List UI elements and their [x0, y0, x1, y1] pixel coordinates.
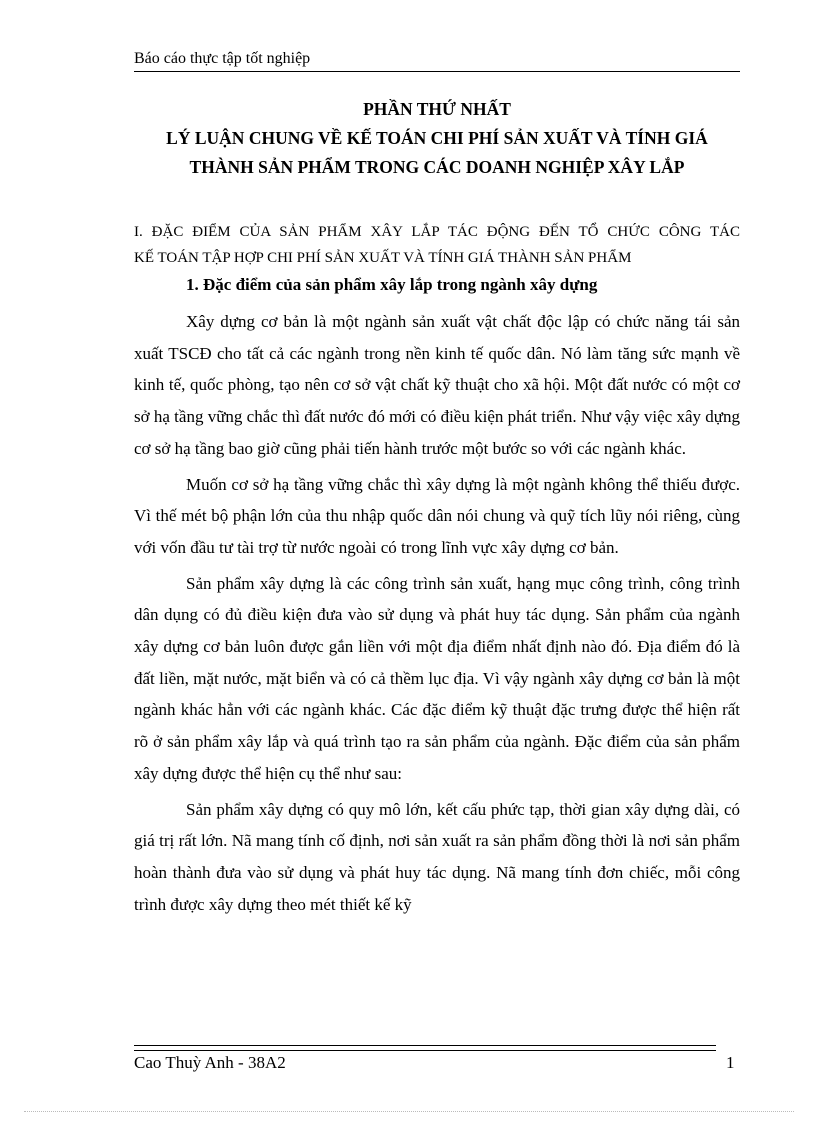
- section-heading: [134, 219, 740, 271]
- part-titles: [134, 95, 740, 182]
- part-heading: PHẦN THỨ NHẤT: [363, 99, 511, 119]
- subheading: 1. Đặc điểm của sản phẩm xây lắp trong ngành xây dựng: [186, 275, 598, 294]
- paragraph: Sản phẩm xây dựng có quy mô lớn, kết cấu phức tạp, thời gian xây dựng dài, có giá trị rất lớn. Nã mang tính cố định, nơi sản xuất ra sản phẩm đồng thời là nơi sản phẩm hoàn thành đưa vào sử dụng và phát huy tác dụng. Nã mang tính đơn chiếc, mỗi công trình được xây dựng theo mét thiết kế kỹ: [134, 799, 740, 914]
- chapter-title-line-1: LÝ LUẬN CHUNG VỀ KẾ TOÁN CHI PHÍ SẢN XUẤT VÀ TÍNH GIÁ: [166, 128, 708, 148]
- page-number: 1: [726, 1053, 735, 1072]
- paragraph: Muốn cơ sở hạ tầng vững chắc thì xây dựng là một ngành không thể thiếu được. Vì thế mét bộ phận lớn của thu nhập quốc dân nói chung và quỹ tích lũy nói riêng, cùng với vốn đầu tư tài trợ từ nước ngoài có trong lĩnh vực xây dựng cơ bản.: [134, 474, 740, 557]
- footer-author: Cao Thuỳ Anh - 38A2: [134, 1053, 286, 1072]
- page-boundary: [24, 1111, 794, 1112]
- page-header: [134, 50, 740, 72]
- header-title: Báo cáo thực tập tốt nghiệp: [134, 50, 311, 67]
- paragraph: Sản phẩm xây dựng là các công trình sản xuất, hạng mục công trình, công trình dân dụng có đủ điều kiện đưa vào sử dụng và phát huy tác dụng. Sản phẩm của ngành xây dựng cơ bản luôn được gắn liền với một địa điểm nhất định nào đó. Địa điểm đó là đất liền, mặt nước, mặt biển và có cả thềm lục địa. Vì vậy ngành xây dựng cơ bản là một ngành khác hẳn với các ngành khác. Các đặc điểm kỹ thuật đặc trưng được thể hiện rất rõ ở sản phẩm xây lắp và quá trình tạo ra sản phẩm của ngành. Đặc điểm của sản phẩm xây dựng được thể hiện cụ thể như sau:: [134, 573, 740, 783]
- paragraph: Xây dựng cơ bản là một ngành sản xuất vật chất độc lập có chức năng tái sản xuất TSCĐ cho tất cả các ngành trong nền kinh tế quốc dân. Nó làm tăng sức mạnh về kinh tế, quốc phòng, tạo nên cơ sở vật chất kỹ thuật cho xã hội. Một đất nước có một cơ sở hạ tầng vững chắc thì đất nước đó mới có điều kiện phát triển. Như vậy việc xây dựng cơ sở hạ tầng bao giờ cũng phải tiến hành trước một bước so với các ngành khác.: [134, 312, 740, 458]
- footer-rule: [134, 1045, 716, 1051]
- section-heading-line-2: KẾ TOÁN TẬP HỢP CHI PHÍ SẢN XUẤT VÀ TÍNH GIÁ THÀNH SẢN PHẨM: [134, 250, 632, 266]
- section-heading-line-1: I. ĐẶC ĐIỂM CỦA SẢN PHẨM XÂY LẮP TÁC ĐỘNG ĐẾN TỔ CHỨC CÔNG TÁC: [134, 224, 740, 240]
- chapter-title-line-2: THÀNH SẢN PHẨM TRONG CÁC DOANH NGHIỆP XÂY LẮP: [189, 157, 685, 177]
- body-text: [134, 306, 740, 924]
